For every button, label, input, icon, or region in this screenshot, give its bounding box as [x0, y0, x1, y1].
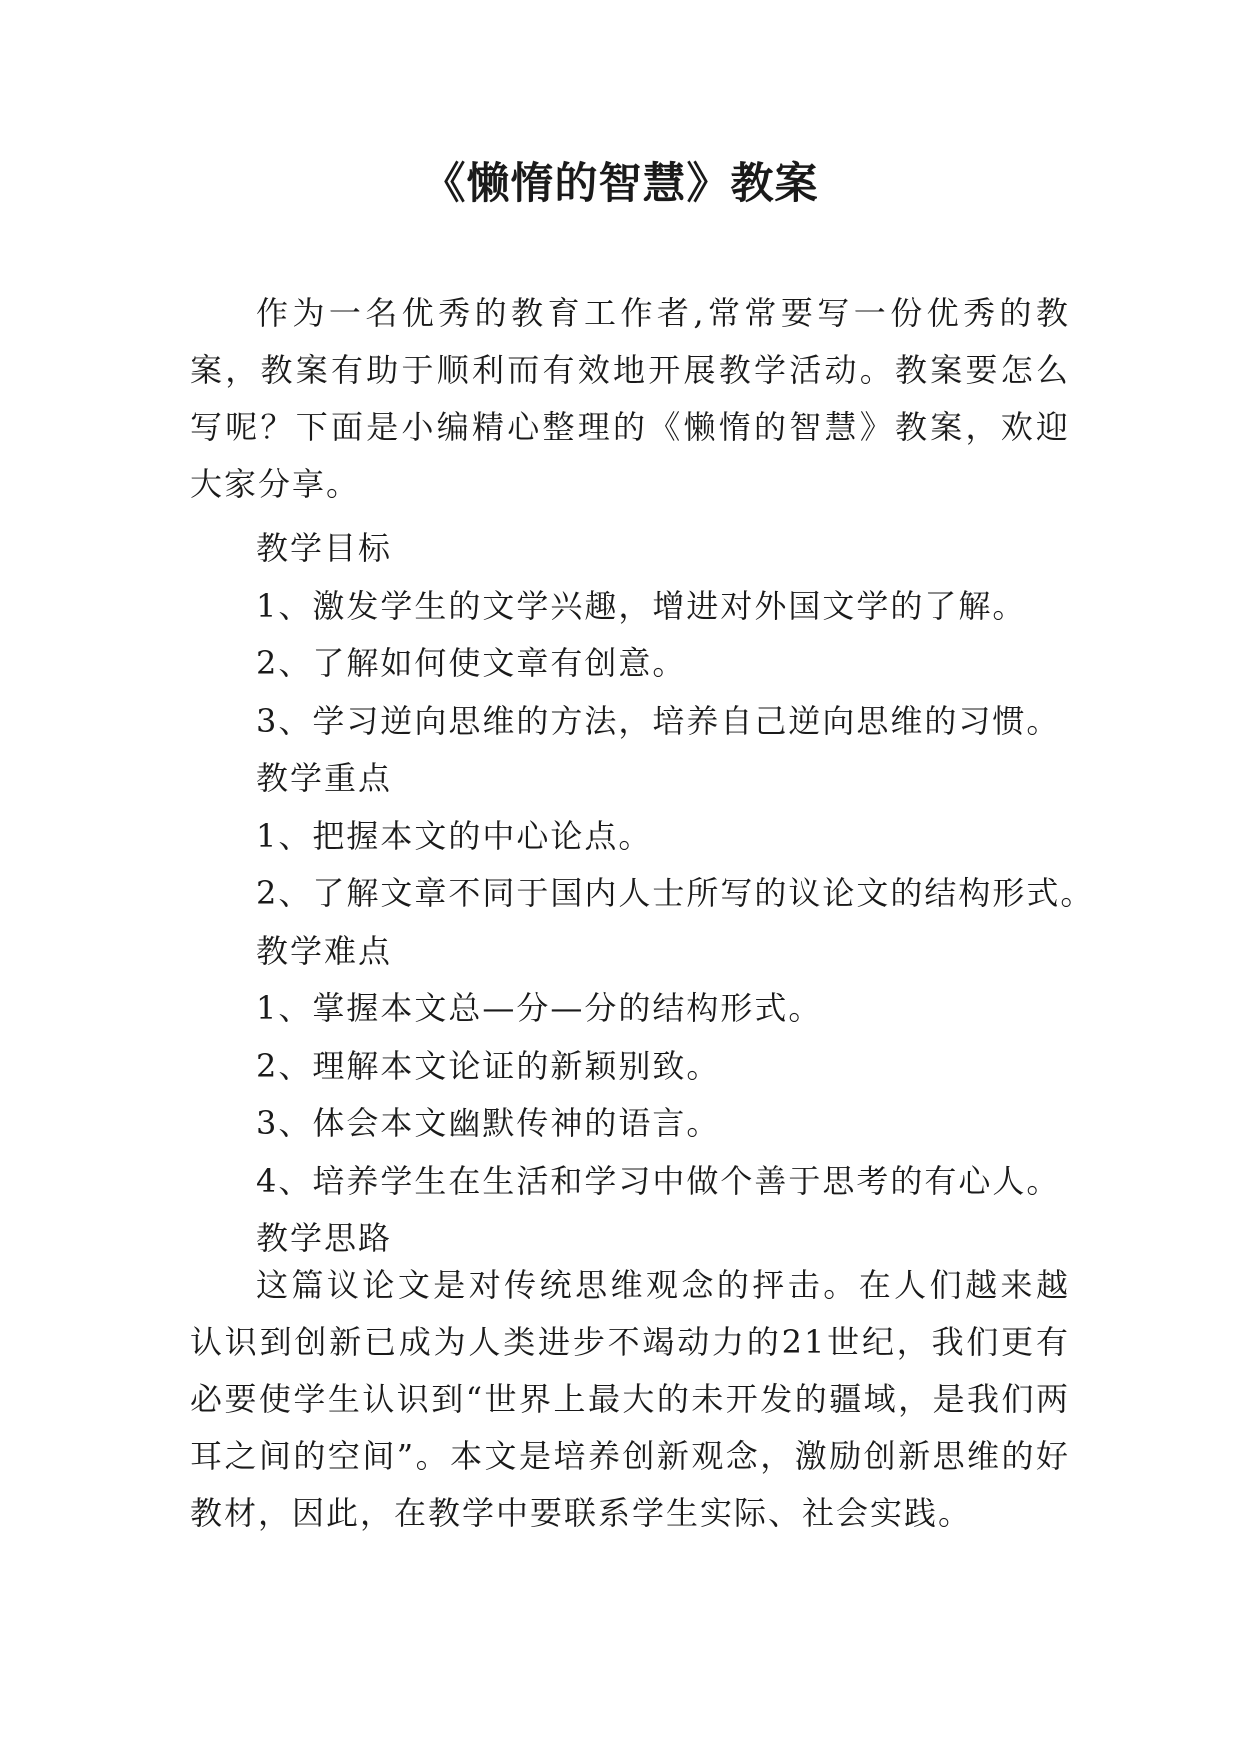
difficulty-item: 4、培养学生在生活和学习中做个善于思考的有心人。 — [256, 1161, 1061, 1200]
goal-item: 2、了解如何使文章有创意。 — [256, 644, 687, 682]
section-heading-difficulties: 教学难点 — [256, 931, 393, 970]
intro-paragraph-block — [190, 285, 1070, 513]
key-point-item: 1、把握本文的中心论点。 — [256, 816, 653, 855]
section-heading-approach: 教学思路 — [256, 1219, 393, 1257]
lesson-outline — [190, 520, 1095, 1268]
goal-item: 3、学习逆向思维的方法，培养自己逆向思维的习惯。 — [256, 701, 1061, 740]
approach-paragraph-block — [190, 1257, 1070, 1542]
intro-paragraph: 作为一名优秀的教育工作者,常常要写一份优秀的教案，教案有助于顺利而有效地开展教学活动。教案要怎么写呢？下面是小编精心整理的《懒惰的智慧》教案，欢迎大家分享。 — [190, 294, 1070, 503]
goal-item: 1、激发学生的文学兴趣，增进对外国文学的了解。 — [256, 586, 1027, 625]
section-heading-goals: 教学目标 — [256, 529, 393, 567]
section-heading-key-points: 教学重点 — [256, 759, 393, 797]
key-point-item: 2、了解文章不同于国内人士所写的议论文的结构形式。 — [256, 874, 1095, 912]
difficulty-item: 1、掌握本文总—分—分的结构形式。 — [256, 989, 823, 1027]
difficulty-item: 2、理解本文论证的新颖别致。 — [256, 1046, 721, 1085]
difficulty-item: 3、体会本文幽默传神的语言。 — [256, 1104, 721, 1142]
approach-paragraph: 这篇议论文是对传统思维观念的抨击。在人们越来越认识到创新已成为人类进步不竭动力的21世纪，我们更有必要使学生认识到“世界上最大的未开发的疆域，是我们两耳之间的空间”。本文是培养创新观念，激励创新思维的好教材，因此，在教学中要联系学生实际、社会实践。 — [190, 1266, 1070, 1532]
document-title: 《懒惰的智慧》教案 — [422, 159, 819, 209]
